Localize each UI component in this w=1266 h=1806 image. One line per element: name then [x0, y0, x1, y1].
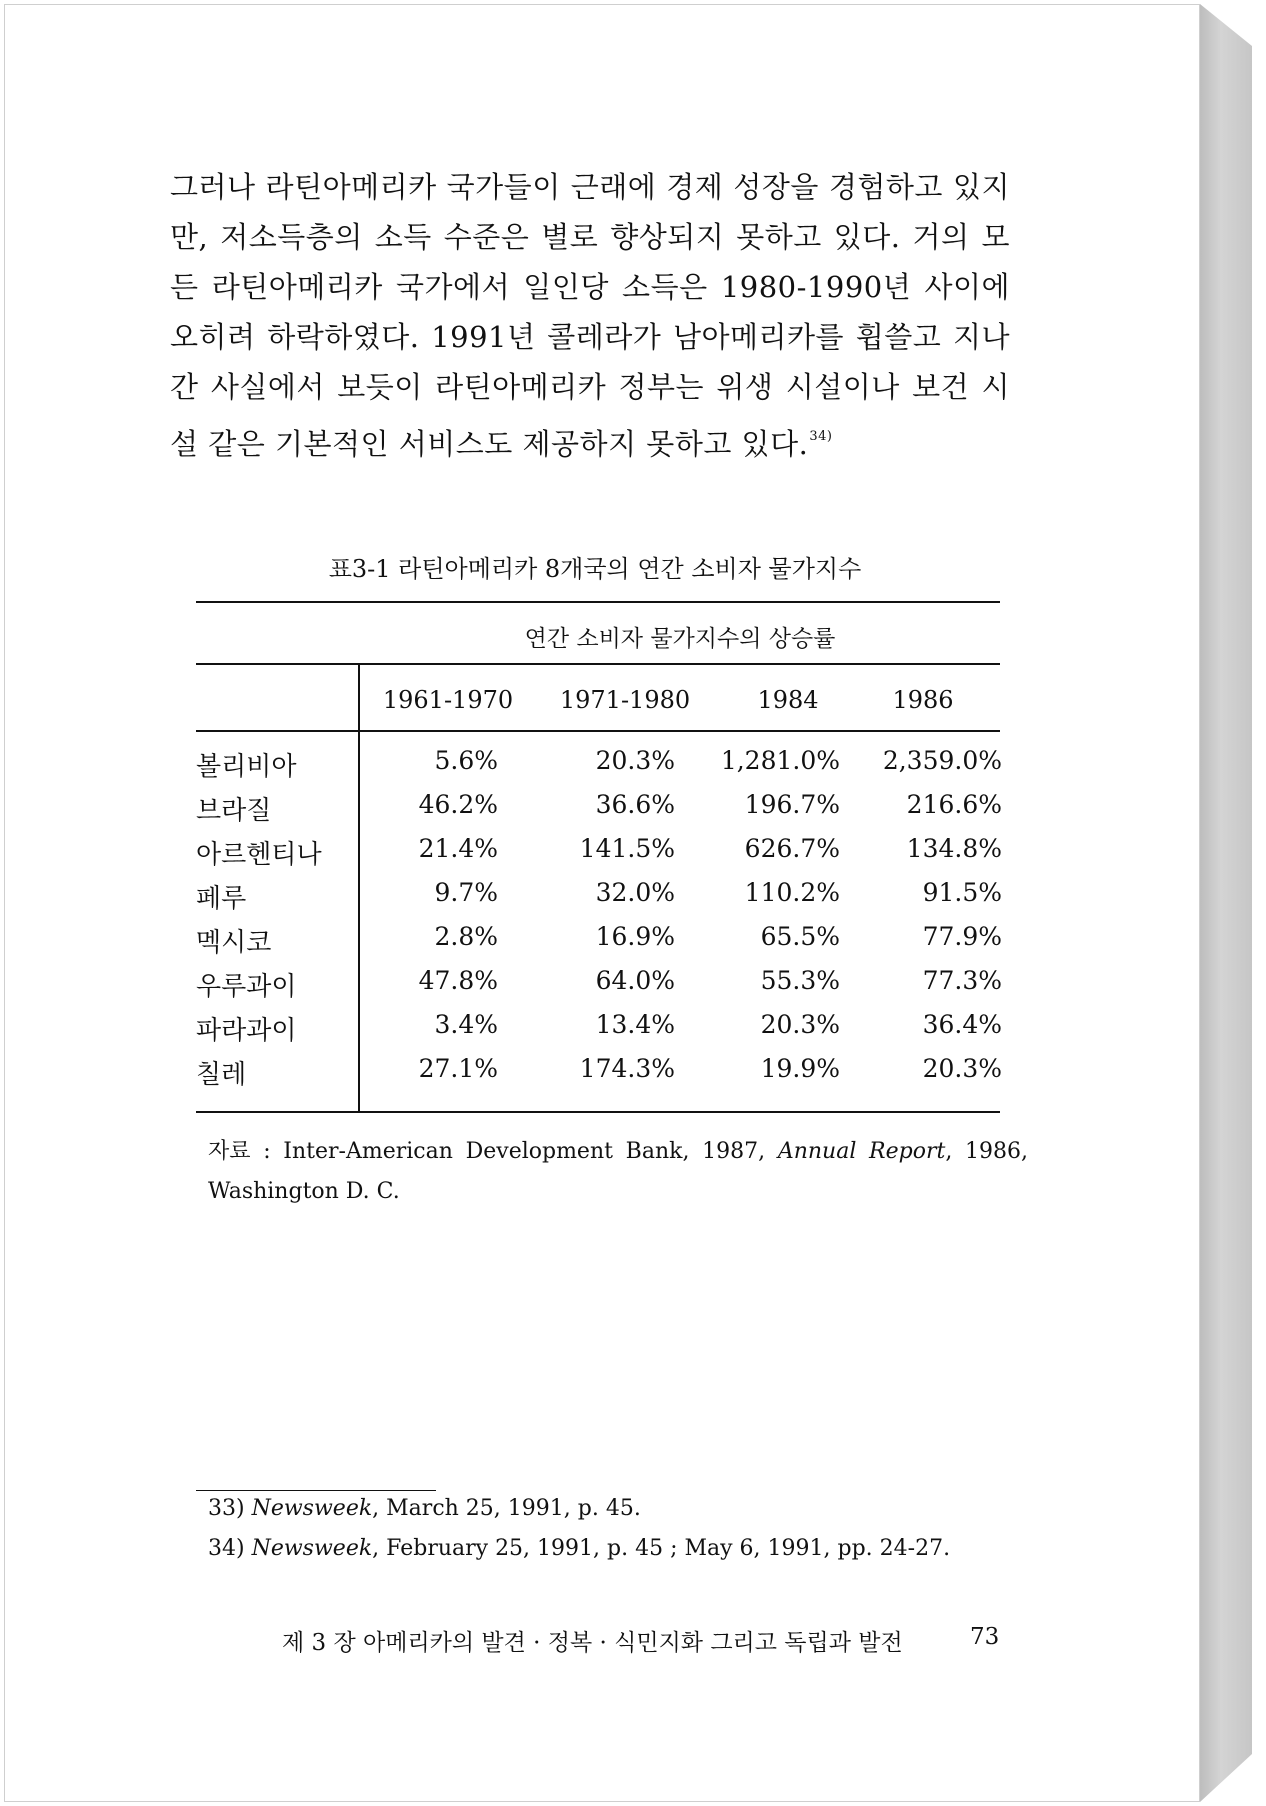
table-cell: 1,281.0%	[720, 746, 840, 775]
country-name: 볼리비아	[196, 752, 297, 782]
country-name: 칠레	[196, 1060, 247, 1090]
source-report-title: Annual Report	[777, 1139, 946, 1164]
body-paragraph-text: 그러나 라틴아메리카 국가들이 근래에 경제 성장을 경험하고 있지만, 저소득층의 소득 수준은 별로 향상되지 못하고 있다. 거의 모든 라틴아메리카 국가에서 일인당 소득은 1980-1990년 사이에 오히려 하락하였다. 1991년 콜레라가 남아메리카를 휩쓸고 지나간 사실에서 보듯이 라틴아메리카 정부는 위생 시설이나 보건 시설 같은 기본적인 서비스도 제공하지 못하고 있다.	[170, 170, 1010, 461]
table-cell: 141.5%	[579, 834, 675, 863]
table-cell: 21.4%	[418, 834, 498, 863]
table-top-rule	[196, 601, 1000, 603]
table-cell: 16.9%	[595, 922, 675, 951]
page-number: 73	[970, 1624, 1000, 1650]
footnote-33	[208, 1496, 641, 1521]
running-footer: 제 3 장 아메리카의 발견 · 정복 · 식민지화 그리고 독립과 발전	[282, 1630, 903, 1656]
table-source	[208, 1132, 1028, 1212]
country-name: 아르헨티나	[196, 840, 322, 870]
table-row	[196, 790, 1006, 828]
table-cell: 134.8%	[906, 834, 1002, 863]
page-edge-shadow	[1200, 4, 1252, 1802]
table-cell: 626.7%	[744, 834, 840, 863]
table-cell: 32.0%	[595, 878, 675, 907]
table-cell: 77.3%	[922, 966, 1002, 995]
column-header: 1984	[757, 686, 819, 714]
table-cell: 19.9%	[760, 1054, 840, 1083]
country-name: 브라질	[196, 796, 272, 826]
column-header: 1971-1980	[559, 686, 691, 714]
table-cell: 216.6%	[906, 790, 1002, 819]
table-bottom-rule	[196, 1111, 1000, 1113]
table-cell: 27.1%	[418, 1054, 498, 1083]
country-name: 페루	[196, 884, 247, 914]
table-cell: 110.2%	[744, 878, 840, 907]
table-cell: 55.3%	[760, 966, 840, 995]
source-text: 자료 : Inter-American Development Bank, 1987,	[208, 1139, 778, 1164]
column-header: 1986	[892, 686, 954, 714]
footnote-34	[208, 1536, 950, 1561]
table-cell: 20.3%	[760, 1010, 840, 1039]
table-spanning-header: 연간 소비자 물가지수의 상승률	[524, 626, 836, 652]
table-cell: 3.4%	[434, 1010, 498, 1039]
table-cell: 46.2%	[418, 790, 498, 819]
table-header-rule	[196, 730, 1000, 732]
body-paragraph	[170, 162, 1010, 469]
table-cell: 9.7%	[434, 878, 498, 907]
country-name: 우루과이	[196, 972, 297, 1002]
footnote-publication: Newsweek	[251, 1496, 373, 1521]
table-cell: 174.3%	[579, 1054, 675, 1083]
footnote-detail: , March 25, 1991, p. 45.	[372, 1496, 641, 1521]
column-header: 1961-1970	[382, 686, 514, 714]
table-cell: 196.7%	[744, 790, 840, 819]
footnote-detail: , February 25, 1991, p. 45 ; May 6, 1991, pp. 24-27.	[372, 1536, 951, 1561]
table-cell: 2.8%	[434, 922, 498, 951]
footnote-number: 33)	[208, 1496, 245, 1521]
footnote-reference: 34)	[809, 429, 833, 444]
table-row	[196, 1010, 1006, 1048]
table-cell: 13.4%	[595, 1010, 675, 1039]
table-cell: 77.9%	[922, 922, 1002, 951]
table-row	[196, 1054, 1006, 1092]
table-caption: 표3-1 라틴아메리카 8개국의 연간 소비자 물가지수	[328, 555, 862, 583]
footnote-publication: Newsweek	[251, 1536, 373, 1561]
country-name: 멕시코	[196, 928, 272, 958]
table-row	[196, 966, 1006, 1004]
table-cell: 36.6%	[595, 790, 675, 819]
table-cell: 91.5%	[922, 878, 1002, 907]
table-cell: 5.6%	[434, 746, 498, 775]
table-cell: 2,359.0%	[882, 746, 1002, 775]
table-cell: 20.3%	[922, 1054, 1002, 1083]
table-cell: 47.8%	[418, 966, 498, 995]
table-row	[196, 834, 1006, 872]
country-name: 파라과이	[196, 1016, 297, 1046]
table-cell: 64.0%	[595, 966, 675, 995]
footnote-rule	[196, 1490, 436, 1491]
table-cell: 36.4%	[922, 1010, 1002, 1039]
table-subheader-rule	[196, 663, 1000, 665]
table-cell: 65.5%	[760, 922, 840, 951]
footnote-number: 34)	[208, 1536, 245, 1561]
source-text-end: , 1986, Washington D. C.	[208, 1139, 1028, 1204]
table-row	[196, 878, 1006, 916]
table-row	[196, 746, 1006, 784]
table-cell: 20.3%	[595, 746, 675, 775]
table-row	[196, 922, 1006, 960]
